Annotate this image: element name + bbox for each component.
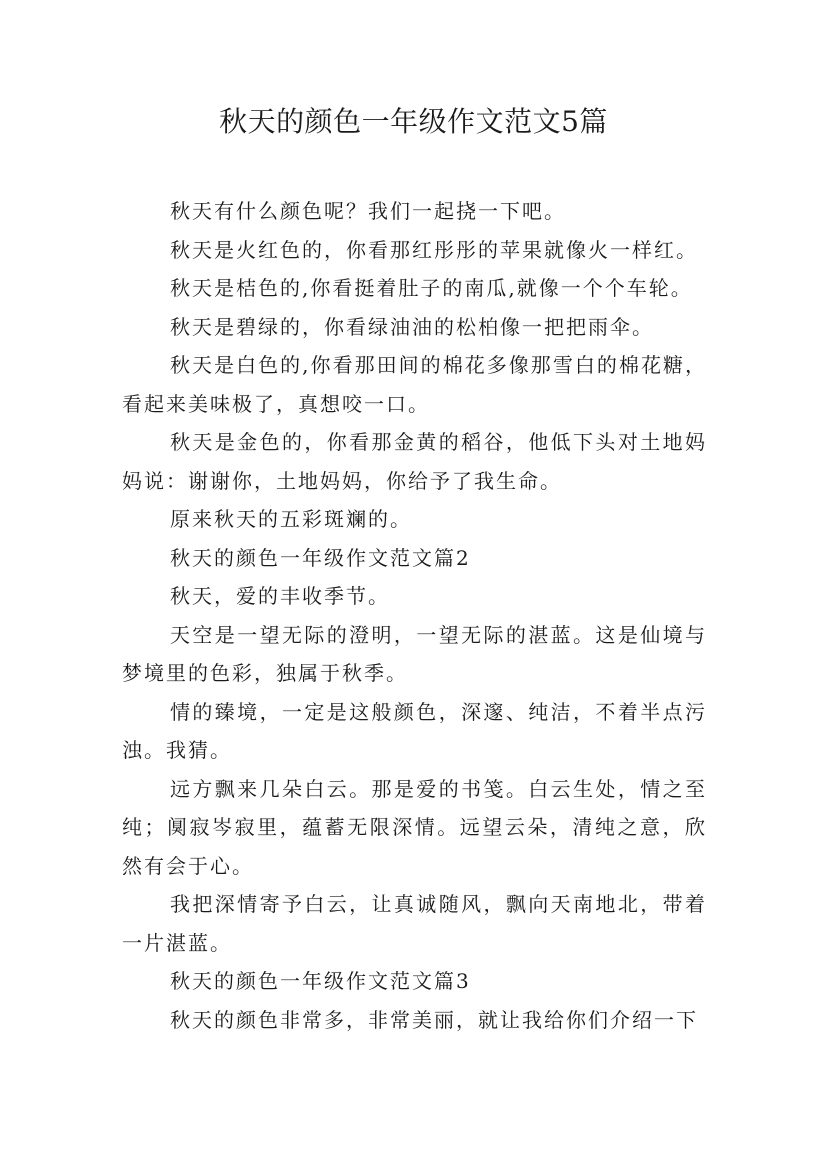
paragraph: 我把深情寄予白云，让真诚随风，飘向天南地北，带着一片湛蓝。 [122,892,707,955]
paragraph: 秋天有什么颜色呢？我们一起挠一下吧。 [170,199,566,223]
paragraph: 情的臻境，一定是这般颜色，深邃、纯洁，不着半点污浊。我猜。 [122,699,707,762]
paragraph: 秋天的颜色非常多，非常美丽，就让我给你们介绍一下 [170,1007,698,1032]
paragraph: 秋天是碧绿的，你看绿油油的松柏像一把把雨伞。 [170,314,654,339]
paragraph: 秋天是桔色的,你看挺着肚子的南瓜,就像一个个车轮。 [170,276,693,300]
paragraph: 秋天是火红色的，你看那红彤彤的苹果就像火一样红。 [170,237,698,262]
paragraph: 秋天是白色的,你看那田间的棉花多像那雪白的棉花糖，看起来美味极了，真想咬一口。 [122,353,707,416]
paragraph: 秋天是金色的，你看那金黄的稻谷，他低下头对土地妈妈说：谢谢你，土地妈妈，你给予了我生命。 [122,430,707,493]
paragraph: 原来秋天的五彩斑斓的。 [170,507,412,531]
paragraph: 秋天，爱的丰收季节。 [170,584,390,608]
paragraph: 天空是一望无际的澄明，一望无际的湛蓝。这是仙境与梦境里的色彩，独属于秋季。 [122,622,707,685]
paragraph: 远方飘来几朵白云。那是爱的书笺。白云生处，情之至纯；阒寂岑寂里，蕴蓄无限深情。远望云朵，清纯之意，欣然有会于心。 [122,776,707,878]
document-title: 秋天的颜色一年级作文范文5篇 [219,105,608,138]
section-heading: 秋天的颜色一年级作文范文篇3 [170,969,471,993]
document-body [122,192,707,1039]
section-heading: 秋天的颜色一年级作文范文篇2 [170,545,471,570]
